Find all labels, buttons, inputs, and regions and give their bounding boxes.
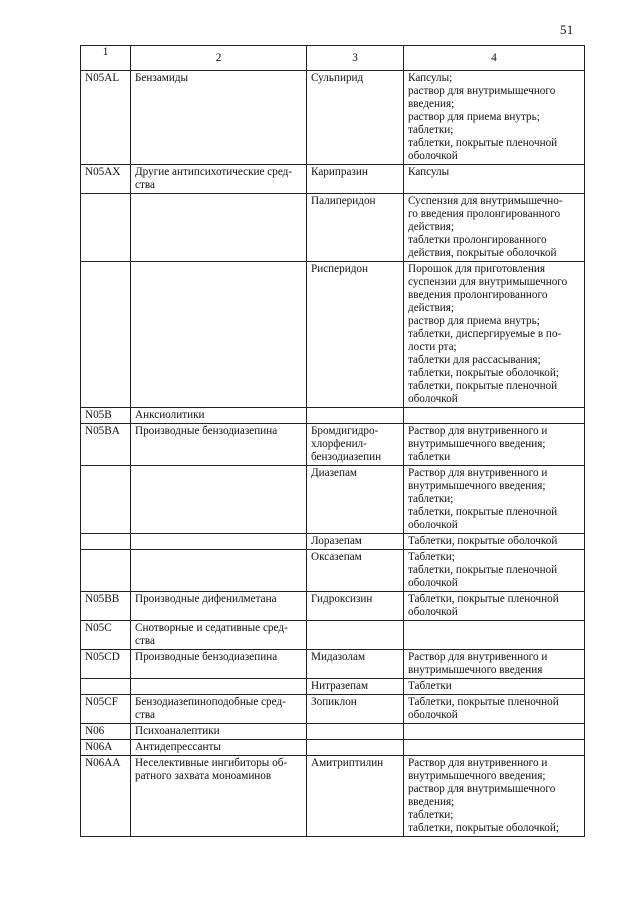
cell-text-line: Таблетки; xyxy=(408,551,455,563)
atc-code-cell xyxy=(81,679,131,695)
group-name-cell xyxy=(131,165,307,194)
cell-text-line: таблетки, покрытые пленочной xyxy=(408,564,558,576)
atc-code-cell: N05BA xyxy=(81,424,131,466)
dosage-forms-cell xyxy=(404,756,585,837)
drug-name-cell xyxy=(307,592,404,621)
atc-code-cell: N05B xyxy=(81,408,131,424)
table-row xyxy=(81,466,585,534)
cell-text-line: Раствор для внутривенного и xyxy=(408,757,548,769)
drug-name-cell xyxy=(307,262,404,408)
cell-text-line: таблетки, покрытые оболочкой; xyxy=(408,367,559,379)
cell-text-line: раствор для внутримышечного xyxy=(408,783,556,795)
dosage-forms-cell xyxy=(404,165,585,194)
drug-name-cell xyxy=(307,550,404,592)
cell-text-line: ратного захвата моноаминов xyxy=(135,770,272,782)
group-name-cell xyxy=(131,756,307,837)
table-row xyxy=(81,621,585,650)
cell-text-line: таблетки xyxy=(408,451,451,463)
cell-text-line: Таблетки xyxy=(408,680,452,692)
cell-text-line: Снотворные и седативные сред- xyxy=(135,622,288,634)
group-name-cell xyxy=(131,534,307,550)
cell-text-line: Нитразепам xyxy=(311,680,369,692)
cell-text-line: Раствор для внутривенного и xyxy=(408,425,548,437)
cell-text-line: Гидроксизин xyxy=(311,593,373,605)
cell-text-line: таблетки пролонгированного xyxy=(408,234,547,246)
cell-text-line: Раствор для внутривенного и xyxy=(408,651,548,663)
cell-text-line: Антидепрессанты xyxy=(135,741,221,753)
cell-text-line: оболочкой xyxy=(408,519,458,531)
drug-name-cell xyxy=(307,424,404,466)
dosage-forms-cell xyxy=(404,262,585,408)
table-body xyxy=(81,71,585,837)
cell-text-line: раствор для внутримышечного xyxy=(408,85,556,97)
cell-text-line: внутримышечного введения; xyxy=(408,438,546,450)
atc-code-cell xyxy=(81,194,131,262)
drug-name-cell xyxy=(307,71,404,165)
cell-text-line: введения; xyxy=(408,796,455,808)
header-col-2: 2 xyxy=(131,46,307,71)
header-col-4: 4 xyxy=(404,46,585,71)
dosage-forms-cell xyxy=(404,466,585,534)
atc-code-cell: N06 xyxy=(81,724,131,740)
dosage-forms-cell xyxy=(404,424,585,466)
drug-table xyxy=(80,45,585,837)
dosage-forms-cell xyxy=(404,592,585,621)
group-name-cell xyxy=(131,592,307,621)
table-header xyxy=(81,46,585,71)
atc-code-cell xyxy=(81,550,131,592)
table-row xyxy=(81,550,585,592)
group-name-cell xyxy=(131,724,307,740)
table-row xyxy=(81,534,585,550)
cell-text-line: ства xyxy=(135,709,155,721)
table-row xyxy=(81,424,585,466)
cell-text-line: Неселективные ингибиторы об- xyxy=(135,757,288,769)
cell-text-line: Раствор для внутривенного и xyxy=(408,467,548,479)
table-row xyxy=(81,194,585,262)
cell-text-line: Анксиолитики xyxy=(135,409,205,421)
cell-text-line: таблетки для рассасывания; xyxy=(408,354,541,366)
atc-code-cell xyxy=(81,262,131,408)
cell-text-line: Амитриптилин xyxy=(311,757,384,769)
cell-text-line: Лоразепам xyxy=(311,535,362,547)
drug-name-cell xyxy=(307,194,404,262)
cell-text-line: оболочкой xyxy=(408,709,458,721)
cell-text-line: Карипразин xyxy=(311,166,368,178)
cell-text-line: действия, покрытые оболочкой xyxy=(408,247,557,259)
cell-text-line: хлорфенил- xyxy=(311,438,367,450)
table-row xyxy=(81,262,585,408)
dosage-forms-cell xyxy=(404,621,585,650)
group-name-cell xyxy=(131,621,307,650)
cell-text-line: Производные бензодиазепина xyxy=(135,651,278,663)
cell-text-line: Другие антипсихотические сред- xyxy=(135,166,293,178)
cell-text-line: Сульпирид xyxy=(311,72,364,84)
cell-text-line: таблетки, диспергируемые в по- xyxy=(408,328,562,340)
cell-text-line: оболочкой xyxy=(408,577,458,589)
cell-text-line: суспензии для внутримышечного xyxy=(408,276,568,288)
cell-text-line: раствор для приема внутрь; xyxy=(408,111,540,123)
cell-text-line: оболочкой xyxy=(408,393,458,405)
cell-text-line: введения пролонгированного xyxy=(408,289,548,301)
dosage-forms-cell xyxy=(404,650,585,679)
dosage-forms-cell xyxy=(404,550,585,592)
dosage-forms-cell xyxy=(404,71,585,165)
group-name-cell xyxy=(131,679,307,695)
cell-text-line: Таблетки, покрытые пленочной xyxy=(408,593,559,605)
dosage-forms-cell xyxy=(404,724,585,740)
cell-text-line: действия; xyxy=(408,302,455,314)
cell-text-line: Производные дифенилметана xyxy=(135,593,277,605)
cell-text-line: Рисперидон xyxy=(311,263,368,275)
cell-text-line: Оксазепам xyxy=(311,551,362,563)
drug-name-cell xyxy=(307,756,404,837)
cell-text-line: го введения пролонгированного xyxy=(408,208,561,220)
group-name-cell xyxy=(131,695,307,724)
drug-name-cell xyxy=(307,534,404,550)
group-name-cell xyxy=(131,194,307,262)
atc-code-cell: N05CF xyxy=(81,695,131,724)
cell-text-line: Зопиклон xyxy=(311,696,357,708)
cell-text-line: бензодиазепин xyxy=(311,451,382,463)
cell-text-line: действия; xyxy=(408,221,455,233)
cell-text-line: Бензодиазепиноподобные сред- xyxy=(135,696,286,708)
atc-code-cell xyxy=(81,466,131,534)
table-row xyxy=(81,740,585,756)
table-row xyxy=(81,724,585,740)
group-name-cell xyxy=(131,408,307,424)
group-name-cell xyxy=(131,550,307,592)
table-row xyxy=(81,695,585,724)
cell-text-line: Мидазолам xyxy=(311,651,366,663)
cell-text-line: лости рта; xyxy=(408,341,457,353)
page-number: 51 xyxy=(560,22,574,37)
cell-text-line: Таблетки, покрытые оболочкой xyxy=(408,535,558,547)
group-name-cell xyxy=(131,466,307,534)
drug-name-cell xyxy=(307,621,404,650)
dosage-forms-cell xyxy=(404,695,585,724)
cell-text-line: ства xyxy=(135,635,155,647)
dosage-forms-cell xyxy=(404,194,585,262)
dosage-forms-cell xyxy=(404,740,585,756)
table-row xyxy=(81,650,585,679)
header-col-1: 1 xyxy=(81,46,131,71)
group-name-cell xyxy=(131,262,307,408)
group-name-cell xyxy=(131,650,307,679)
cell-text-line: Капсулы xyxy=(408,166,450,178)
cell-text-line: введения; xyxy=(408,98,455,110)
cell-text-line: Бромдигидро- xyxy=(311,425,379,437)
cell-text-line: Бензамиды xyxy=(135,72,189,84)
cell-text-line: таблетки, покрытые оболочкой; xyxy=(408,822,559,834)
cell-text-line: Диазепам xyxy=(311,467,358,479)
cell-text-line: ства xyxy=(135,179,155,191)
atc-code-cell: N05C xyxy=(81,621,131,650)
atc-code-cell: N06AA xyxy=(81,756,131,837)
cell-text-line: таблетки, покрытые пленочной xyxy=(408,506,558,518)
cell-text-line: раствор для приема внутрь; xyxy=(408,315,540,327)
table-row xyxy=(81,71,585,165)
atc-code-cell: N06A xyxy=(81,740,131,756)
atc-code-cell xyxy=(81,534,131,550)
group-name-cell xyxy=(131,740,307,756)
cell-text-line: Капсулы; xyxy=(408,72,453,84)
dosage-forms-cell xyxy=(404,408,585,424)
cell-text-line: таблетки, покрытые пленочной xyxy=(408,137,558,149)
cell-text-line: внутримышечного введения xyxy=(408,664,543,676)
table-row xyxy=(81,679,585,695)
drug-name-cell xyxy=(307,408,404,424)
table-row xyxy=(81,408,585,424)
dosage-forms-cell xyxy=(404,679,585,695)
table-row xyxy=(81,165,585,194)
header-col-3: 3 xyxy=(307,46,404,71)
cell-text-line: Таблетки, покрытые пленочной xyxy=(408,696,559,708)
cell-text-line: таблетки, покрытые пленочной xyxy=(408,380,558,392)
cell-text-line: внутримышечного введения; xyxy=(408,480,546,492)
cell-text-line: Психоаналептики xyxy=(135,725,220,737)
drug-name-cell xyxy=(307,650,404,679)
group-name-cell xyxy=(131,71,307,165)
cell-text-line: Порошок для приготовления xyxy=(408,263,545,275)
atc-code-cell: N05CD xyxy=(81,650,131,679)
cell-text-line: оболочкой xyxy=(408,150,458,162)
dosage-forms-cell xyxy=(404,534,585,550)
drug-name-cell xyxy=(307,466,404,534)
cell-text-line: таблетки; xyxy=(408,493,454,505)
drug-name-cell xyxy=(307,740,404,756)
group-name-cell xyxy=(131,424,307,466)
cell-text-line: Производные бензодиазепина xyxy=(135,425,278,437)
cell-text-line: оболочкой xyxy=(408,606,458,618)
drug-name-cell xyxy=(307,724,404,740)
cell-text-line: Суспензия для внутримышечно- xyxy=(408,195,563,207)
cell-text-line: Палиперидон xyxy=(311,195,376,207)
atc-code-cell: N05AL xyxy=(81,71,131,165)
drug-name-cell xyxy=(307,695,404,724)
drug-name-cell xyxy=(307,165,404,194)
table-row xyxy=(81,592,585,621)
atc-code-cell: N05AX xyxy=(81,165,131,194)
cell-text-line: внутримышечного введения; xyxy=(408,770,546,782)
cell-text-line: таблетки; xyxy=(408,124,454,136)
drug-name-cell xyxy=(307,679,404,695)
cell-text-line: таблетки; xyxy=(408,809,454,821)
table-row xyxy=(81,756,585,837)
atc-code-cell: N05BB xyxy=(81,592,131,621)
